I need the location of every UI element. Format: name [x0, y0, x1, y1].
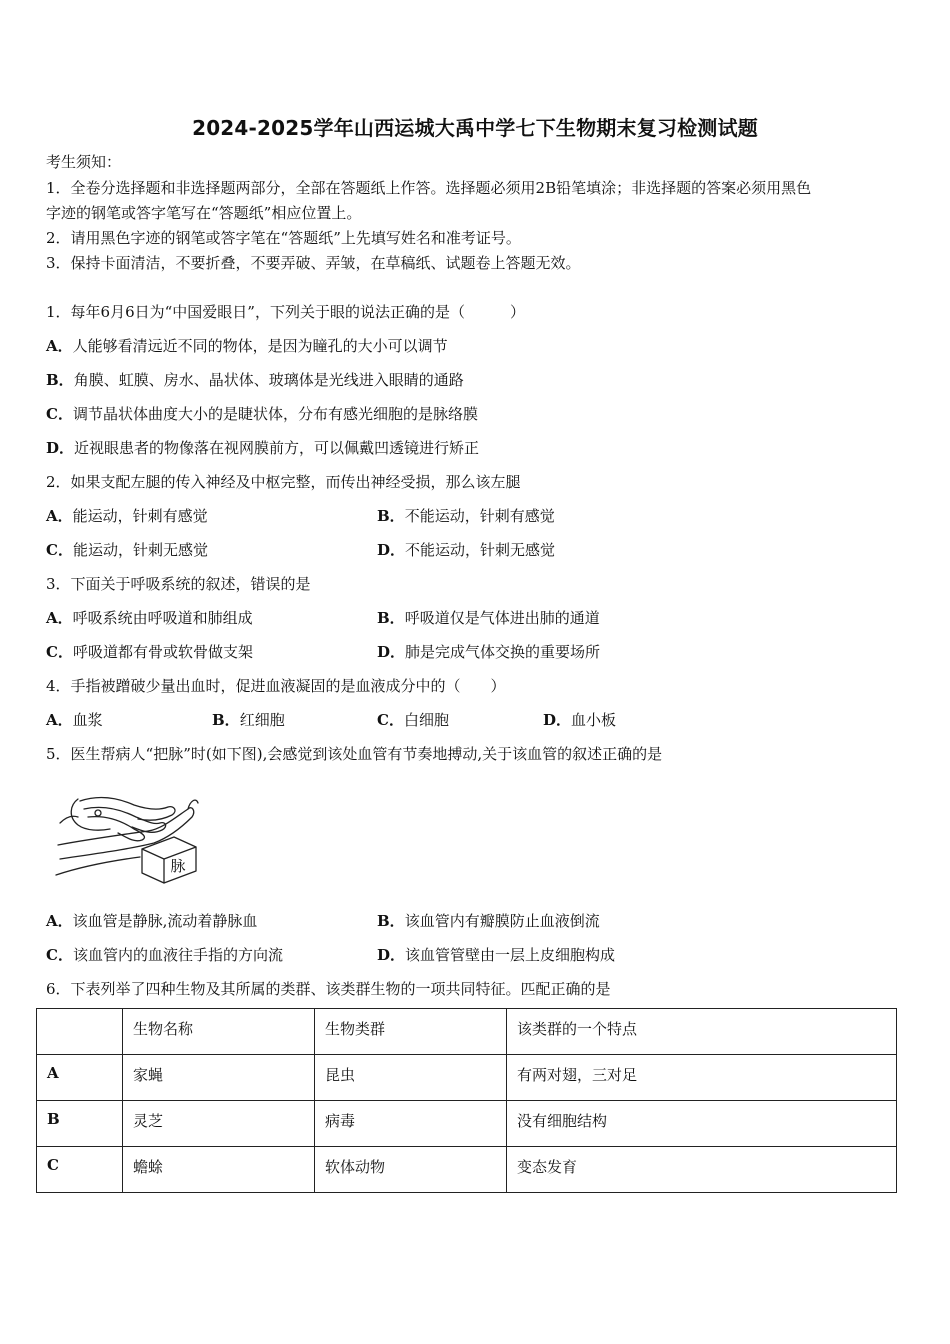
question-5-option-a: [46, 911, 257, 931]
question-3-option-d: [377, 642, 600, 662]
option-label: A．: [46, 337, 73, 355]
option-label: A．: [46, 609, 73, 627]
table-cell: 没有细胞结构: [507, 1101, 897, 1147]
question-3-option-a: [46, 608, 253, 628]
table-header-row: [37, 1009, 897, 1055]
question-4-stem: 4．手指被蹭破少量出血时，促进血液凝固的是血液成分中的（ ）: [46, 677, 506, 695]
option-text: 调节晶状体曲度大小的是睫状体，分布有感光细胞的是脉络膜: [72, 405, 478, 423]
question-2-option-b: [377, 506, 555, 526]
question-4-option-c: [377, 710, 449, 730]
table-cell: 昆虫: [315, 1055, 507, 1101]
question-2-option-c: [46, 540, 208, 560]
option-text: 人能够看清远近不同的物体，是因为瞳孔的大小可以调节: [72, 337, 448, 355]
table-cell: A: [37, 1055, 123, 1101]
table-row: [37, 1055, 897, 1101]
option-text: 不能运动，针刺有感觉: [404, 507, 555, 525]
option-label: C．: [377, 711, 404, 729]
question-2-stem: 2．如果支配左腿的传入神经及中枢完整，而传出神经受损，那么该左腿: [46, 473, 521, 491]
question-4-option-d: [543, 710, 616, 730]
question-6-stem: 6．下表列举了四种生物及其所属的类群、该类群生物的一项共同特征。匹配正确的是: [46, 980, 611, 998]
question-4-option-a: [46, 710, 103, 730]
option-text: 白细胞: [403, 711, 449, 729]
table-cell: 变态发育: [507, 1147, 897, 1193]
option-label: D．: [377, 541, 406, 559]
notice-item: 2．请用黑色字迹的钢笔或答字笔在“答题纸”上先填写姓名和准考证号。: [46, 229, 521, 247]
notice-item: 3．保持卡面清洁，不要折叠，不要弄破、弄皱，在草稿纸、试题卷上答题无效。: [46, 254, 581, 272]
table-row: [37, 1147, 897, 1193]
table-header-cell: 生物名称: [123, 1009, 315, 1055]
option-label: C．: [46, 405, 73, 423]
option-text: 角膜、虹膜、房水、晶状体、玻璃体是光线进入眼睛的通路: [73, 371, 464, 389]
option-text: 不能运动，针刺无感觉: [405, 541, 556, 559]
option-label: D．: [543, 711, 572, 729]
table-row: [37, 1101, 897, 1147]
table-cell: 家蝇: [123, 1055, 315, 1101]
option-text: 该血管管壁由一层上皮细胞构成: [405, 946, 616, 964]
option-text: 该血管内有瓣膜防止血液倒流: [404, 912, 600, 930]
option-label: C．: [46, 541, 73, 559]
question-1-option-d: [46, 438, 479, 458]
question-1-option-b: [46, 370, 464, 390]
option-text: 红细胞: [239, 711, 285, 729]
option-text: 肺是完成气体交换的重要场所: [405, 643, 601, 661]
option-label: B．: [212, 711, 240, 729]
question-1-stem: 1．每年6月6日为“中国爱眼日”，下列关于眼的说法正确的是（ ）: [46, 303, 525, 321]
option-text: 呼吸系统由呼吸道和肺组成: [72, 609, 253, 627]
table-cell: 有两对翅，三对足: [507, 1055, 897, 1101]
notice-item: 字迹的钢笔或答字笔写在“答题纸”相应位置上。: [46, 204, 362, 222]
question-5-option-d: [377, 945, 615, 965]
table-cell: C: [37, 1147, 123, 1193]
question-5-stem: 5．医生帮病人“把脉”时(如下图),会感觉到该处血管有节奏地搏动,关于该血管的叙述正确的是: [46, 745, 663, 763]
option-label: D．: [377, 643, 406, 661]
notice-item: 1．全卷分选择题和非选择题两部分，全部在答题纸上作答。选择题必须用2B铅笔填涂；非选择题的答案必须用黑色: [46, 179, 812, 197]
table-header-cell: 该类群的一个特点: [507, 1009, 897, 1055]
option-text: 能运动，针刺有感觉: [72, 507, 208, 525]
table-cell: B: [37, 1101, 123, 1147]
table-cell: 蟾蜍: [123, 1147, 315, 1193]
page-title: 2024-2025学年山西运城大禹中学七下生物期末复习检测试题: [192, 116, 758, 140]
option-label: A．: [46, 507, 73, 525]
table-cell: 软体动物: [315, 1147, 507, 1193]
question-4-option-b: [212, 710, 285, 730]
option-label: B．: [377, 507, 405, 525]
pillow-label: 脉: [170, 857, 186, 875]
question-2-option-a: [46, 506, 208, 526]
question-2-option-d: [377, 540, 555, 560]
table-cell: 病毒: [315, 1101, 507, 1147]
option-text: 该血管是静脉,流动着静脉血: [72, 912, 258, 930]
option-text: 该血管内的血液往手指的方向流: [72, 946, 283, 964]
option-label: A．: [46, 711, 73, 729]
option-text: 近视眼患者的物像落在视网膜前方，可以佩戴凹透镜进行矫正: [74, 439, 480, 457]
option-text: 血浆: [72, 711, 103, 729]
organism-table: [36, 1008, 897, 1193]
question-5-option-b: [377, 911, 600, 931]
question-1-option-a: [46, 336, 448, 356]
option-text: 呼吸道都有骨或软骨做支架: [72, 643, 253, 661]
table-header-cell: [37, 1009, 123, 1055]
option-text: 能运动，针刺无感觉: [72, 541, 208, 559]
option-label: C．: [46, 946, 73, 964]
question-1-option-c: [46, 404, 478, 424]
question-3-option-b: [377, 608, 600, 628]
option-label: D．: [46, 439, 75, 457]
question-3-option-c: [46, 642, 253, 662]
option-label: A．: [46, 912, 73, 930]
pulse-taking-illustration: [50, 787, 200, 887]
option-label: D．: [377, 946, 406, 964]
option-label: B．: [46, 371, 74, 389]
question-3-stem: 3．下面关于呼吸系统的叙述，错误的是: [46, 575, 311, 593]
table-header-cell: 生物类群: [315, 1009, 507, 1055]
table-cell: 灵芝: [123, 1101, 315, 1147]
question-5-option-c: [46, 945, 283, 965]
option-label: B．: [377, 609, 405, 627]
option-text: 呼吸道仅是气体进出肺的通道: [404, 609, 600, 627]
option-label: C．: [46, 643, 73, 661]
option-text: 血小板: [571, 711, 617, 729]
option-label: B．: [377, 912, 405, 930]
notice-heading: 考生须知：: [46, 153, 122, 171]
